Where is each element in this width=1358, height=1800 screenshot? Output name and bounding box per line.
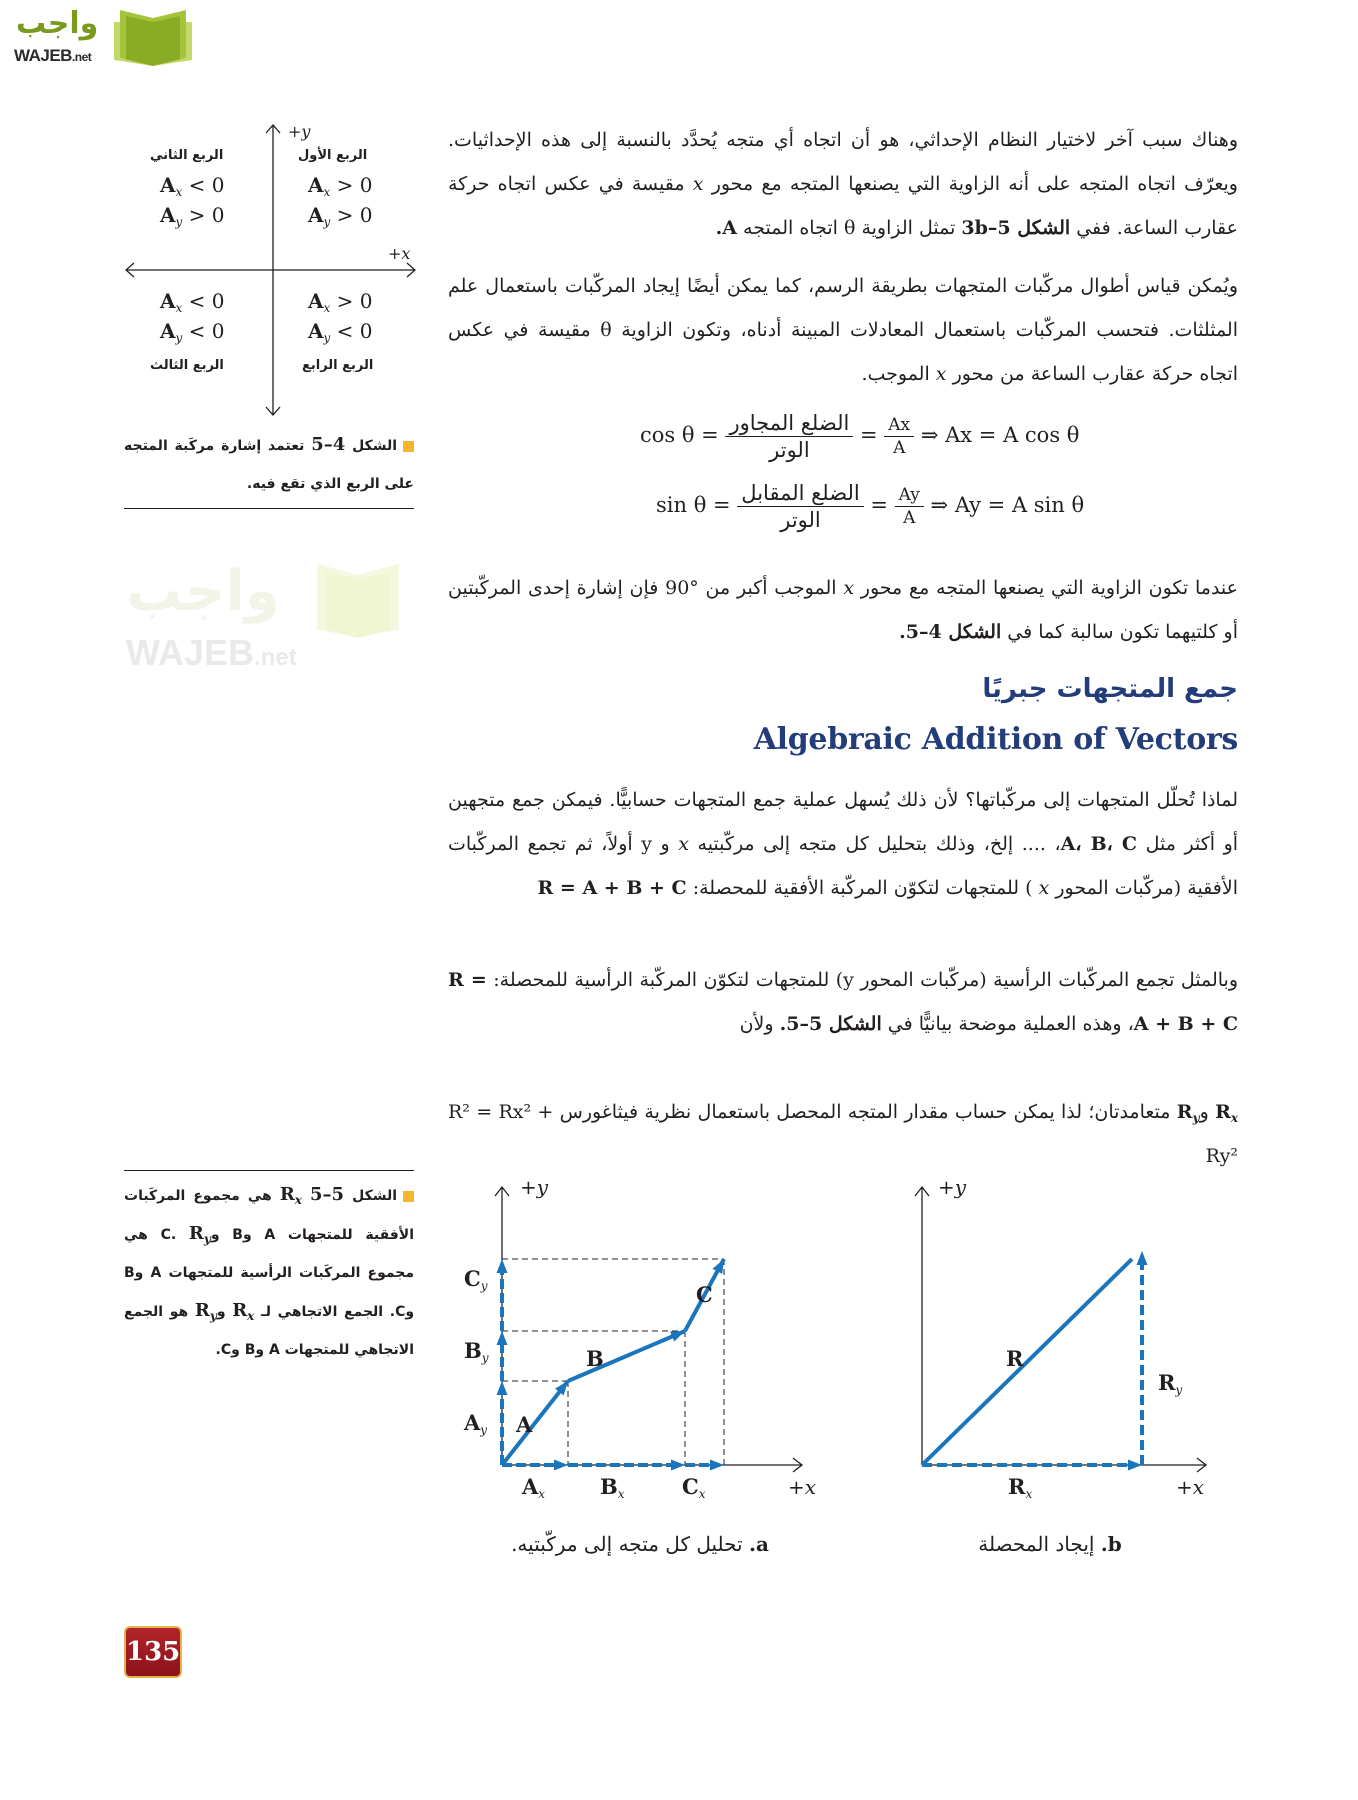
book-icon bbox=[112, 8, 194, 68]
figure-4-5-caption: الشكل 4–5 تعتمد إشارة مركَبة المتجه على الربع الذي تقع فيه. bbox=[124, 434, 414, 492]
watermark bbox=[118, 560, 418, 710]
page-number: 135 bbox=[124, 1626, 182, 1678]
figure-5-5-caption: الشكل 5–5 $R_x$ هي مجموع المركَبات الأفقية للمتجهات A وB وC. $R_y$ هي مجموع المركَبات الرأسية للمتجهات A وB وC. الجمع الاتجاهي لـ $R_x$ وR$_y$ هو الجمع الاتجاهي للمتجهات A وB وC. bbox=[124, 1184, 415, 1358]
vector-R bbox=[922, 1259, 1132, 1465]
arrowhead-Ax bbox=[554, 1460, 568, 1471]
caption-divider bbox=[124, 508, 414, 509]
cos-ratio: $\frac{Ax}{A}$ bbox=[884, 414, 914, 459]
figB-y-axis-label: +y bbox=[938, 1175, 967, 1199]
figA-x-axis-label: +x bbox=[788, 1475, 817, 1499]
logo-arabic-text: واجب bbox=[16, 6, 99, 41]
section-heading-arabic: جمع المتجهات جبريًا bbox=[982, 674, 1238, 704]
paragraph-vertical: وبالمثل تجمع المركّبات الرأسية (مركّبات المحور y) للمتجهات لتكوّن المركّبة الرأسية للمحصلة: R = A + B + C، وهذه العملية موضحة بيانيًّا في الشكل 5–5. ولأن bbox=[448, 969, 1239, 1035]
sin-equation: sin θ = $\frac{\text{الضلع المقابل}}{\text{الوتر}}$ = $\frac{Ay}{A}$ ⇒ Ay = A sin θ bbox=[656, 481, 1085, 532]
label-Cy: $C_y$ bbox=[464, 1266, 488, 1293]
quadrant-4-signs: $A_x > 0$ $A_y < 0$ bbox=[308, 289, 373, 345]
label-Ay: $A_y$ bbox=[464, 1410, 488, 1437]
paragraph-why-resolve: لماذا تُحلّل المتجهات إلى مركّباتها؟ لأن ذلك يُسهل عملية جمع المتجهات حسابيًّا. فيمكن جمع متجهين أو أكثر مثل A، B، C، .... إلخ، وذلك بتحليل كل متجه إلى مركّبتيه x و y أولاً، ثم تجمع المركّبات الأفقية (مركّبات المحور x ) للمتجهات لتكوّن المركّبة الأفقية للمحصلة: R = A + B + C bbox=[448, 789, 1239, 899]
paragraph-direction: وهناك سبب آخر لاختيار النظام الإحداثي، هو أن اتجاه أي متجه يُحدَّد بالنسبة إلى هذه الإحداثيات. ويعرّف اتجاه المتجه على أنه الزاوية التي يصنعها المتجه مع محور x مقيسة في عكس اتجاه حركة عقارب الساعة. ففي الشكل 3b–5 تمثل الزاوية θ اتجاه المتجه A. bbox=[448, 129, 1238, 239]
watermark-arabic: واجب bbox=[126, 559, 280, 624]
section-heading-english: Algebraic Addition of Vectors bbox=[753, 722, 1238, 757]
quadrant-2-signs: $A_x < 0$ $A_y > 0$ bbox=[160, 173, 225, 229]
figA-y-axis-label: +y bbox=[520, 1175, 549, 1199]
caption-bullet-icon bbox=[403, 1191, 414, 1202]
figure-a-drawing bbox=[470, 1175, 830, 1515]
figure-5-5b bbox=[880, 1175, 1220, 1515]
label-C: C bbox=[696, 1282, 713, 1307]
arrowhead-Rx bbox=[1128, 1460, 1142, 1471]
ry-sum-equation: R = A + B + C bbox=[448, 969, 1238, 1035]
figure-b-caption: b. إيجاد المحصلة bbox=[978, 1532, 1122, 1556]
caption-bullet-icon bbox=[403, 441, 414, 452]
label-A: A bbox=[516, 1412, 533, 1437]
watermark-book-icon bbox=[308, 560, 408, 640]
quad-x-axis-label: +x bbox=[388, 244, 411, 263]
figure-ref: الشكل 5–5. bbox=[779, 1013, 882, 1035]
label-Bx: $B_x$ bbox=[600, 1474, 625, 1501]
quad-y-axis-label: +y bbox=[288, 122, 311, 141]
label-B: B bbox=[586, 1346, 604, 1371]
cos-fraction: $\frac{\text{الضلع المجاور}}{\text{الوتر}}$ bbox=[725, 410, 853, 463]
arrowhead-C bbox=[712, 1259, 724, 1274]
quadrant-3-label: الربع الثالث bbox=[150, 358, 224, 373]
sin-ratio: $\frac{Ay}{A}$ bbox=[895, 484, 924, 529]
arrowhead-By bbox=[497, 1331, 508, 1345]
quadrant-4-label: الربع الرابع bbox=[302, 358, 374, 373]
paragraph-pythagoras: $R_x$ وR$_y$ متعامدتان؛ لذا يمكن حساب مقدار المتجه المحصل باستعمال نظرية فيثاغورس R² = Rx² + Ry² bbox=[448, 1101, 1239, 1167]
label-R: R bbox=[1006, 1346, 1024, 1371]
quadrant-2-label: الربع الثاني bbox=[150, 148, 224, 163]
rx-sum-equation: R = A + B + C bbox=[537, 877, 687, 899]
arrowhead-B bbox=[670, 1331, 685, 1342]
figure-ref: الشكل 3b–5 bbox=[961, 217, 1071, 239]
arrowhead-Cy bbox=[497, 1259, 508, 1273]
label-Ry: $R_y$ bbox=[1158, 1370, 1183, 1397]
figB-x-axis-label: +x bbox=[1176, 1475, 1205, 1499]
quadrant-axes bbox=[120, 120, 420, 420]
figure-a-caption: a. تحليل كل متجه إلى مركّبتيه. bbox=[511, 1532, 769, 1556]
figure-ref: الشكل 4–5. bbox=[899, 621, 1002, 643]
label-Cx: $C_x$ bbox=[682, 1474, 706, 1501]
label-By: $B_y$ bbox=[464, 1338, 489, 1365]
figure-5-5a bbox=[464, 1175, 830, 1515]
logo-latin-text: WAJEB.net bbox=[14, 46, 92, 65]
paragraph-sign: عندما تكون الزاوية التي يصنعها المتجه مع محور x الموجب أكبر من °90 فإن إشارة إحدى المركّبتين أو كلتيهما تكون سالبة كما في الشكل 4–5. bbox=[448, 577, 1238, 643]
cos-equation: cos θ = $\frac{\text{الضلع المجاور}}{\text{الوتر}}$ = $\frac{Ax}{A}$ ⇒ Ax = A cos θ bbox=[640, 411, 1080, 462]
pythagoras-equation: R² = Rx² + Ry² bbox=[448, 1101, 1238, 1167]
label-Rx: $R_x$ bbox=[1008, 1474, 1033, 1501]
label-Ax: $A_x$ bbox=[522, 1474, 546, 1501]
vector-A bbox=[502, 1381, 568, 1465]
quadrant-figure bbox=[120, 120, 420, 420]
sin-fraction: $\frac{\text{الضلع المقابل}}{\text{الوتر}}$ bbox=[737, 480, 863, 533]
arrowhead-Ry bbox=[1137, 1251, 1148, 1265]
quadrant-3-signs: $A_x < 0$ $A_y < 0$ bbox=[160, 289, 225, 345]
wajeb-logo[interactable] bbox=[8, 6, 188, 70]
paragraph-components: ويُمكن قياس أطوال مركّبات المتجهات بطريقة الرسم، كما يمكن أيضًا إيجاد المركّبات باستعمال علم المثلثات. فتحسب المركّبات باستعمال المعادلات المبينة أدناه، وتكون الزاوية θ مقيسة في عكس اتجاه حركة عقارب الساعة من محور x الموجب. bbox=[448, 275, 1239, 385]
quadrant-1-signs: $A_x > 0$ $A_y > 0$ bbox=[308, 173, 373, 229]
arrowhead-Ay bbox=[497, 1381, 508, 1395]
caption-divider bbox=[124, 1170, 414, 1171]
arrowhead-Bx bbox=[671, 1460, 685, 1471]
arrowhead-Cx bbox=[710, 1460, 724, 1471]
watermark-latin: WAJEB.net bbox=[126, 632, 297, 673]
figure-b-drawing bbox=[880, 1175, 1220, 1515]
quadrant-1-label: الربع الأول bbox=[298, 148, 368, 163]
